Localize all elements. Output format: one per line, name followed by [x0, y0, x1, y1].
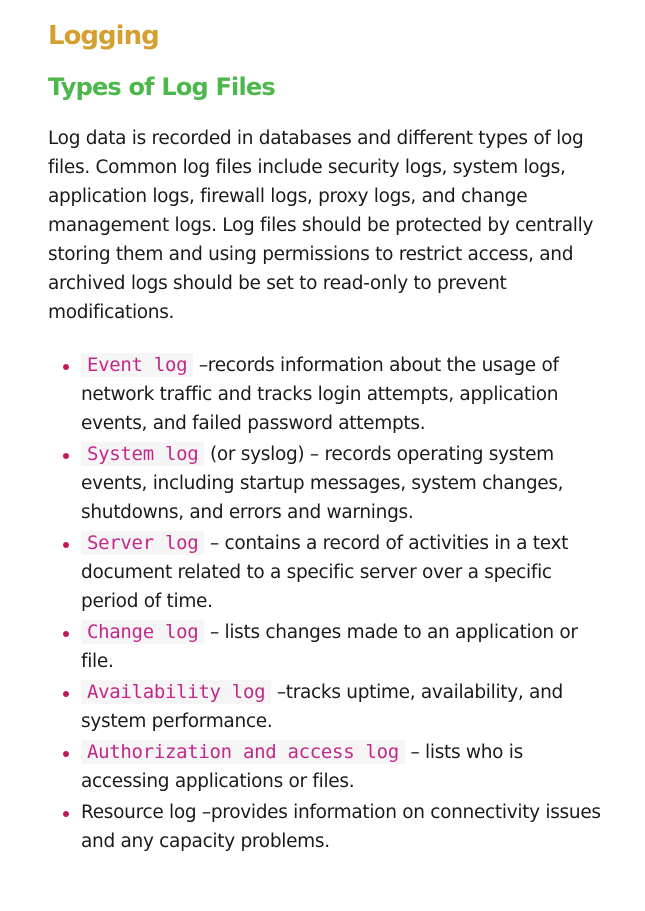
page-title: Logging [48, 21, 159, 51]
list-item-change-log [81, 618, 611, 676]
log-types-list [48, 351, 611, 856]
item-description: –records information about the usage of network traffic and tracks login attempts, application events, and failed password attempts. [81, 355, 559, 434]
list-item-availability-log [81, 678, 611, 736]
list-item-event-log [81, 351, 611, 438]
list-item-resource-log [81, 798, 611, 856]
intro-paragraph: Log data is recorded in databases and different types of log files. Common log files include security logs, system logs, application logs, firewall logs, proxy logs, and change management logs. Log files should be protected by centrally storing them and using permissions to restrict access, and archived logs should be set to read-only to prevent modifications. [48, 128, 594, 323]
item-description: –tracks uptime, availability, and system performance. [81, 682, 563, 732]
code-term: Change log [81, 620, 204, 644]
item-description: (or syslog) – records operating system events, including startup messages, system changes, shutdowns, and errors and warnings. [81, 444, 564, 523]
list-item-system-log [81, 440, 611, 527]
item-description: Resource log –provides information on connectivity issues and any capacity problems. [81, 802, 601, 852]
code-term: Server log [81, 531, 204, 555]
code-term: Event log [81, 353, 193, 377]
item-description: – contains a record of activities in a text document related to a specific server over a specific period of time. [81, 533, 569, 612]
code-term: Availability log [81, 680, 271, 704]
item-description: – lists changes made to an application or file. [81, 622, 578, 672]
code-term: System log [81, 442, 204, 466]
list-item-authorization-log [81, 738, 611, 796]
item-description: – lists who is accessing applications or files. [81, 742, 523, 792]
section-heading: Types of Log Files [48, 73, 275, 101]
list-item-server-log [81, 529, 611, 616]
code-term: Authorization and access log [81, 740, 405, 764]
